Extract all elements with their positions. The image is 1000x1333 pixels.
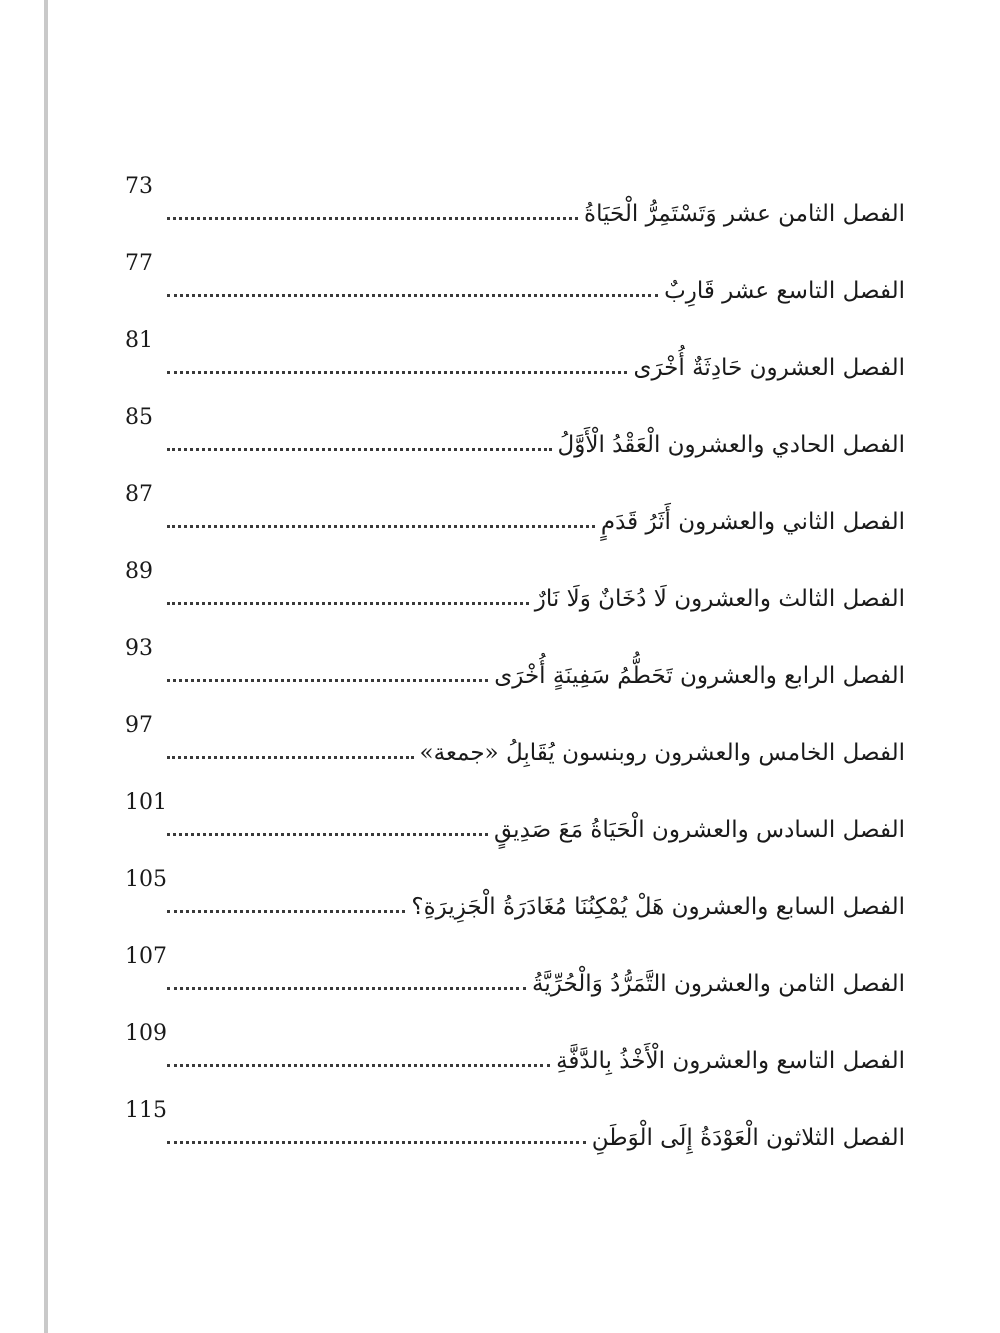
toc-entry[interactable] (125, 160, 905, 237)
toc-entry-page: 93 (125, 636, 153, 661)
toc-entry-page: 85 (125, 405, 153, 430)
toc-entry-page: 77 (125, 251, 153, 276)
toc-entry-title: الفصل التاسع عشر قَارِبٌ (664, 278, 905, 304)
toc-entry[interactable] (125, 545, 905, 622)
toc-leader-dots (167, 910, 405, 913)
toc-entry-page: 107 (125, 944, 167, 969)
toc-leader-dots (167, 756, 414, 759)
toc-entry-title: الفصل الثامن عشر وَتَسْتَمِرُّ الْحَيَاةُ (584, 201, 905, 227)
toc-entry-title: الفصل السابع والعشرون هَلْ يُمْكِنُنَا مُغَادَرَةُ الْجَزِيرَةِ؟ (411, 894, 905, 920)
toc-entry[interactable] (125, 622, 905, 699)
toc-entry-page: 89 (125, 559, 153, 584)
toc-entry-title: الفصل الثاني والعشرون أَثَرُ قَدَمٍ (600, 509, 905, 535)
toc-entry-page: 87 (125, 482, 153, 507)
page-edge (44, 0, 48, 1333)
toc-entry-title: الفصل التاسع والعشرون الْأَخْذُ بِالدَّفَّةِ (556, 1048, 905, 1074)
toc-entry[interactable] (125, 391, 905, 468)
toc-entry-page: 105 (125, 867, 167, 892)
toc-entry-title: الفصل الثامن والعشرون التَّمَرُّدُ وَالْحُرِّيَّةُ (532, 971, 905, 997)
toc-entry[interactable] (125, 1007, 905, 1084)
toc-leader-dots (167, 294, 658, 297)
toc-entry-title: الفصل الخامس والعشرون روبنسون يُقَابِلُ «جمعة» (419, 740, 905, 766)
toc-entry[interactable] (125, 853, 905, 930)
toc-leader-dots (167, 448, 552, 451)
toc-entry-page: 115 (125, 1098, 167, 1123)
toc-entry[interactable] (125, 776, 905, 853)
toc-entry-title: الفصل السادس والعشرون الْحَيَاةُ مَعَ صَدِيقٍ (494, 817, 905, 843)
toc-entry-page: 73 (125, 174, 153, 199)
toc-leader-dots (167, 1141, 586, 1144)
toc-entry-page: 97 (125, 713, 153, 738)
toc-entry-title: الفصل الرابع والعشرون تَحَطُّمُ سَفِينَةٍ أُخْرَى (494, 663, 905, 689)
toc-entry-page: 109 (125, 1021, 167, 1046)
toc-entry[interactable] (125, 314, 905, 391)
toc-entry[interactable] (125, 1084, 905, 1161)
toc-entry[interactable] (125, 237, 905, 314)
toc-entry-title: الفصل الثلاثون الْعَوْدَةُ إِلَى الْوَطَنِ (591, 1125, 905, 1151)
toc-entry-title: الفصل الثالث والعشرون لَا دُخَانٌ وَلَا نَارٌ (534, 586, 905, 612)
toc-entry-page: 81 (125, 328, 153, 353)
toc-leader-dots (167, 1064, 550, 1067)
table-of-contents (125, 160, 905, 1161)
toc-entry-page: 101 (125, 790, 167, 815)
toc-leader-dots (167, 833, 488, 836)
toc-leader-dots (167, 525, 595, 528)
toc-leader-dots (167, 371, 627, 374)
toc-entry-title: الفصل العشرون حَادِثَةٌ أُخْرَى (633, 355, 905, 381)
toc-entry[interactable] (125, 468, 905, 545)
toc-leader-dots (167, 679, 488, 682)
toc-entry[interactable] (125, 699, 905, 776)
toc-entry[interactable] (125, 930, 905, 1007)
toc-leader-dots (167, 602, 529, 605)
toc-entry-title: الفصل الحادي والعشرون الْعَقْدُ الْأَوَّلُ (557, 432, 905, 458)
toc-leader-dots (167, 217, 578, 220)
toc-leader-dots (167, 987, 526, 990)
